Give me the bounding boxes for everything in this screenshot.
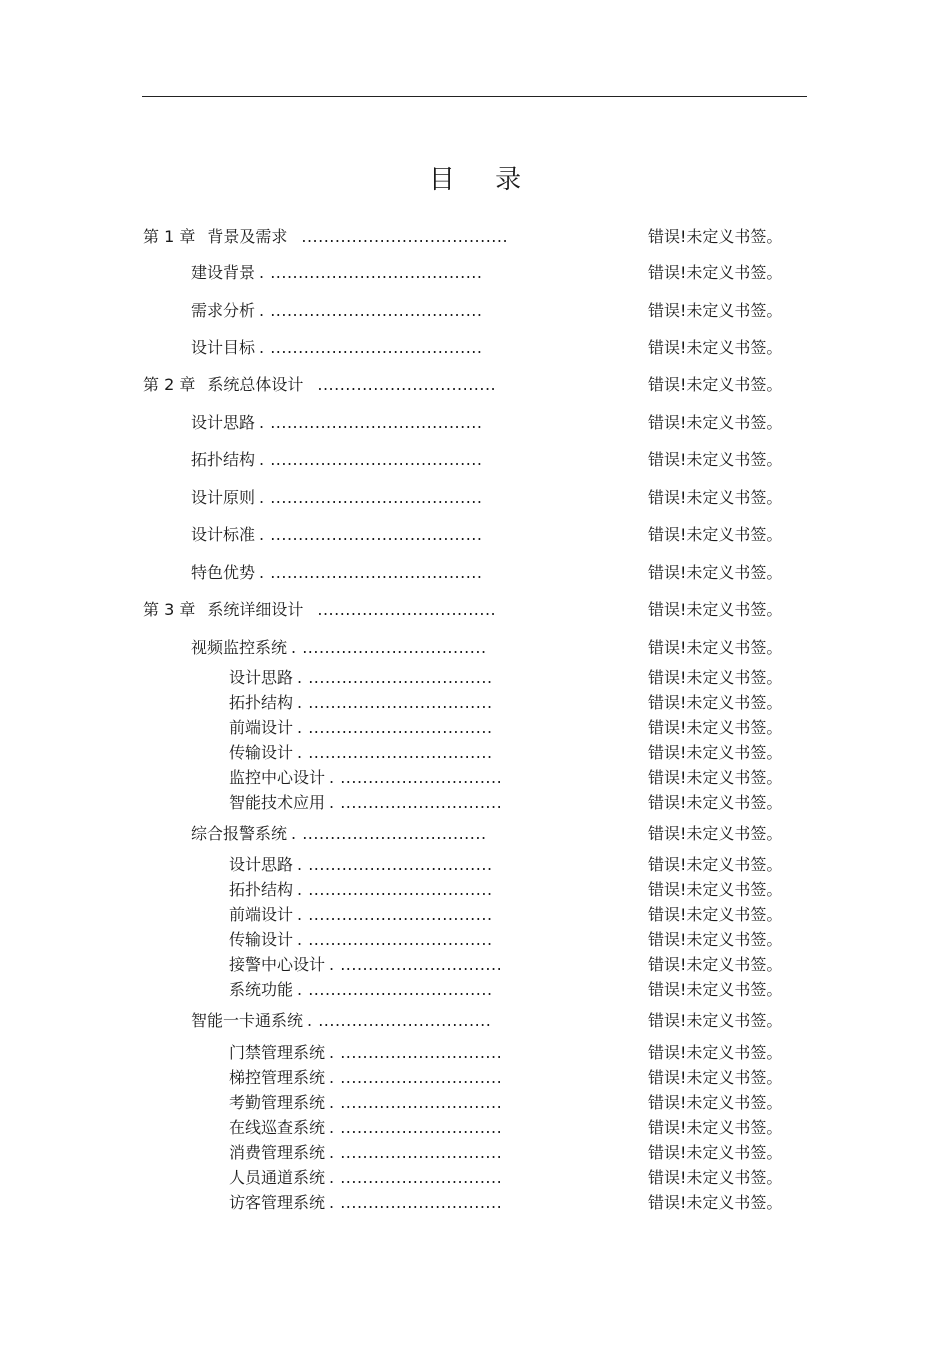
toc-entry-label: 综合报警系统 xyxy=(191,824,288,843)
toc-leader-dots: . ............................. xyxy=(329,955,503,974)
toc-page-ref: 错误!未定义书签。 xyxy=(648,301,783,320)
toc-page-ref: 错误!未定义书签。 xyxy=(648,1093,783,1112)
toc-leader-dots: . ...................................... xyxy=(259,450,483,469)
toc-entry[interactable] xyxy=(0,741,950,765)
toc-entry[interactable] xyxy=(0,666,950,690)
toc-entry[interactable] xyxy=(0,411,950,435)
toc-leader-dots: . ...................................... xyxy=(259,338,483,357)
toc-page-ref: 错误!未定义书签。 xyxy=(648,600,783,619)
toc-entry-label: 建设背景 xyxy=(191,263,256,282)
toc-page-ref: 错误!未定义书签。 xyxy=(648,793,783,812)
toc-leader-dots: . ............................. xyxy=(329,1168,503,1187)
toc-page-ref: 错误!未定义书签。 xyxy=(648,855,783,874)
toc-entry-label: 前端设计 xyxy=(229,905,294,924)
toc-page-ref: 错误!未定义书签。 xyxy=(648,1011,783,1030)
toc-page-ref: 错误!未定义书签。 xyxy=(648,638,783,657)
toc-leader-dots: ................................ xyxy=(317,375,497,394)
toc-leader-dots: . ...................................... xyxy=(259,263,483,282)
toc-entry[interactable] xyxy=(0,903,950,927)
toc-leader-dots: . ............................. xyxy=(329,768,503,787)
toc-leader-dots: ..................................... xyxy=(301,227,509,246)
toc-entry[interactable] xyxy=(0,1009,950,1033)
toc-entry[interactable] xyxy=(0,1166,950,1190)
toc-page-ref: 错误!未定义书签。 xyxy=(648,1193,783,1212)
toc-entry-label xyxy=(143,225,287,249)
toc-entry-label: 设计原则 xyxy=(191,488,256,507)
toc-page-ref: 错误!未定义书签。 xyxy=(648,693,783,712)
toc-page-ref: 错误!未定义书签。 xyxy=(648,338,783,357)
toc-entry-label: 特色优势 xyxy=(191,563,256,582)
toc-leader-dots: . ...................................... xyxy=(259,525,483,544)
toc-leader-dots: . ................................. xyxy=(297,930,493,949)
toc-entry-label: 智能技术应用 xyxy=(229,793,326,812)
toc-entry-label: 需求分析 xyxy=(191,301,256,320)
toc-page-ref: 错误!未定义书签。 xyxy=(648,1168,783,1187)
toc-entry-label: 传输设计 xyxy=(229,930,294,949)
toc-leader-dots: . ............................. xyxy=(329,1068,503,1087)
toc-entry[interactable] xyxy=(0,766,950,790)
toc-page-ref: 错误!未定义书签。 xyxy=(648,743,783,762)
toc-entry[interactable] xyxy=(0,448,950,472)
toc-entry[interactable] xyxy=(0,299,950,323)
toc-entry-label: 视频监控系统 xyxy=(191,638,288,657)
toc-page-ref: 错误!未定义书签。 xyxy=(648,525,783,544)
toc-entry-label xyxy=(143,598,303,622)
toc-leader-dots: . ............................. xyxy=(329,1143,503,1162)
toc-entry[interactable] xyxy=(0,691,950,715)
toc-entry-label: 拓扑结构 xyxy=(191,450,256,469)
toc-page-ref: 错误!未定义书签。 xyxy=(648,718,783,737)
toc-page-ref: 错误!未定义书签。 xyxy=(648,768,783,787)
toc-entry[interactable] xyxy=(0,336,950,360)
chapter-title: 系统详细设计 xyxy=(207,600,304,619)
toc-entry-label: 设计思路 xyxy=(229,668,294,687)
toc-leader-dots: . ................................. xyxy=(297,855,493,874)
toc-entry[interactable] xyxy=(0,853,950,877)
toc-entry[interactable] xyxy=(0,561,950,585)
toc-entry[interactable] xyxy=(0,978,950,1002)
toc-leader-dots: . ............................. xyxy=(329,1093,503,1112)
toc-entry[interactable] xyxy=(0,1066,950,1090)
chapter-number: 第 1 章 xyxy=(143,227,196,246)
page-title: 目 录 xyxy=(428,165,538,195)
toc-page-ref: 错误!未定义书签。 xyxy=(648,930,783,949)
toc-leader-dots: . ................................. xyxy=(297,668,493,687)
toc-page-ref: 错误!未定义书签。 xyxy=(648,413,783,432)
toc-entry[interactable] xyxy=(0,953,950,977)
toc-entry[interactable] xyxy=(0,523,950,547)
toc-leader-dots: . ................................. xyxy=(297,743,493,762)
toc-entry-label: 人员通道系统 xyxy=(229,1168,326,1187)
header-rule xyxy=(142,96,807,97)
toc-page-ref: 错误!未定义书签。 xyxy=(648,668,783,687)
toc-leader-dots: . ...................................... xyxy=(259,563,483,582)
chapter-number: 第 2 章 xyxy=(143,375,196,394)
toc-entry[interactable] xyxy=(0,598,950,622)
toc-leader-dots: ................................ xyxy=(317,600,497,619)
toc-entry-label: 设计标准 xyxy=(191,525,256,544)
toc-leader-dots: . ............................... xyxy=(307,1011,492,1030)
toc-entry-label: 监控中心设计 xyxy=(229,768,326,787)
toc-entry[interactable] xyxy=(0,822,950,846)
toc-entry-label: 门禁管理系统 xyxy=(229,1043,326,1062)
toc-entry-label xyxy=(143,373,303,397)
toc-page-ref: 错误!未定义书签。 xyxy=(648,955,783,974)
toc-entry-label: 拓扑结构 xyxy=(229,693,294,712)
toc-leader-dots: . ............................. xyxy=(329,1193,503,1212)
toc-leader-dots: . ................................. xyxy=(297,880,493,899)
toc-entry-label: 在线巡查系统 xyxy=(229,1118,326,1137)
toc-entry-label: 设计目标 xyxy=(191,338,256,357)
toc-page-ref: 错误!未定义书签。 xyxy=(648,488,783,507)
toc-entry-label: 设计思路 xyxy=(191,413,256,432)
toc-entry[interactable] xyxy=(0,261,950,285)
toc-entry[interactable] xyxy=(0,1191,950,1215)
toc-leader-dots: . ................................. xyxy=(291,824,487,843)
toc-page-ref: 错误!未定义书签。 xyxy=(648,1143,783,1162)
toc-entry-label: 消费管理系统 xyxy=(229,1143,326,1162)
toc-entry[interactable] xyxy=(0,373,950,397)
toc-entry[interactable] xyxy=(0,1091,950,1115)
toc-leader-dots: . ................................. xyxy=(297,980,493,999)
toc-entry-label: 设计思路 xyxy=(229,855,294,874)
toc-entry[interactable] xyxy=(0,1041,950,1065)
toc-leader-dots: . ...................................... xyxy=(259,301,483,320)
toc-page-ref: 错误!未定义书签。 xyxy=(648,1068,783,1087)
toc-page-ref: 错误!未定义书签。 xyxy=(648,905,783,924)
toc-page-ref: 错误!未定义书签。 xyxy=(648,980,783,999)
toc-entry[interactable] xyxy=(0,928,950,952)
toc-entry-label: 前端设计 xyxy=(229,718,294,737)
toc-entry-label: 接警中心设计 xyxy=(229,955,326,974)
toc-entry[interactable] xyxy=(0,636,950,660)
toc-leader-dots: . ............................. xyxy=(329,1043,503,1062)
toc-page-ref: 错误!未定义书签。 xyxy=(648,1118,783,1137)
toc-entry[interactable] xyxy=(0,486,950,510)
toc-page-ref: 错误!未定义书签。 xyxy=(648,1043,783,1062)
toc-entry[interactable] xyxy=(0,225,950,249)
toc-entry[interactable] xyxy=(0,1116,950,1140)
toc-entry-label: 拓扑结构 xyxy=(229,880,294,899)
toc-leader-dots: . ...................................... xyxy=(259,413,483,432)
toc-leader-dots: . ................................. xyxy=(297,905,493,924)
toc-entry[interactable] xyxy=(0,1141,950,1165)
toc-page-ref: 错误!未定义书签。 xyxy=(648,227,783,246)
toc-entry-label: 传输设计 xyxy=(229,743,294,762)
toc-entry[interactable] xyxy=(0,791,950,815)
toc-page-ref: 错误!未定义书签。 xyxy=(648,450,783,469)
chapter-title: 系统总体设计 xyxy=(207,375,304,394)
chapter-title: 背景及需求 xyxy=(207,227,288,246)
toc-page-ref: 错误!未定义书签。 xyxy=(648,824,783,843)
toc-leader-dots: . ................................. xyxy=(297,718,493,737)
toc-entry-label: 智能一卡通系统 xyxy=(191,1011,304,1030)
toc-entry-label: 系统功能 xyxy=(229,980,294,999)
toc-leader-dots: . ............................. xyxy=(329,1118,503,1137)
toc-page-ref: 错误!未定义书签。 xyxy=(648,263,783,282)
toc-leader-dots: . ................................. xyxy=(291,638,487,657)
toc-entry[interactable] xyxy=(0,878,950,902)
toc-leader-dots: . ...................................... xyxy=(259,488,483,507)
toc-page-ref: 错误!未定义书签。 xyxy=(648,563,783,582)
toc-entry-label: 考勤管理系统 xyxy=(229,1093,326,1112)
toc-leader-dots: . ................................. xyxy=(297,693,493,712)
toc-leader-dots: . ............................. xyxy=(329,793,503,812)
toc-page-ref: 错误!未定义书签。 xyxy=(648,880,783,899)
toc-entry[interactable] xyxy=(0,716,950,740)
chapter-number: 第 3 章 xyxy=(143,600,196,619)
toc-page-ref: 错误!未定义书签。 xyxy=(648,375,783,394)
toc-entry-label: 梯控管理系统 xyxy=(229,1068,326,1087)
toc-entry-label: 访客管理系统 xyxy=(229,1193,326,1212)
